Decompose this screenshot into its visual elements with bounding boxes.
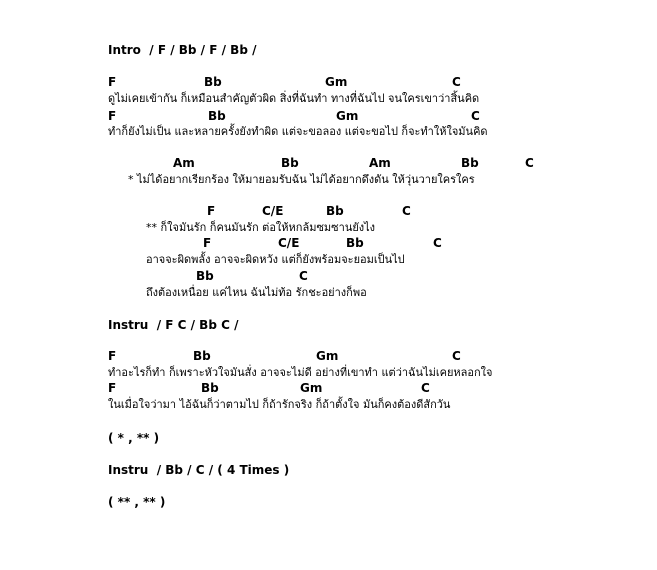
chord: F xyxy=(108,381,117,395)
chord: C xyxy=(525,156,534,170)
chord: Bb xyxy=(196,269,214,283)
chord: C xyxy=(433,236,442,250)
verse2-line1-lyric: ทำอะไรก็ทำ ก็เพราะหัวใจมันสั่ง อาจจะไม่ดี อย่างที่เขาทำ แต่ว่าฉันไม่เคยหลอกใจ xyxy=(108,366,493,379)
verse2-line1-chords xyxy=(0,349,657,363)
chord: Bb xyxy=(201,381,219,395)
instru1-line: Instru / F C / Bb C / xyxy=(108,318,239,332)
chord: Bb xyxy=(193,349,211,363)
chord: C xyxy=(299,269,308,283)
chord: Bb xyxy=(461,156,479,170)
chorus-b-line1-chords xyxy=(0,204,657,218)
intro-line: Intro / F / Bb / F / Bb / xyxy=(108,43,257,57)
chord: F xyxy=(108,349,117,363)
chord: C xyxy=(452,75,461,89)
repeat2-line: ( ** , ** ) xyxy=(108,495,166,509)
chord: C xyxy=(402,204,411,218)
chord: Gm xyxy=(316,349,339,363)
chord: Gm xyxy=(336,109,359,123)
chord: C xyxy=(452,349,461,363)
chord: Am xyxy=(369,156,391,170)
chord: Bb xyxy=(326,204,344,218)
instru2-line: Instru / Bb / C / ( 4 Times ) xyxy=(108,463,290,477)
chord: C/E xyxy=(262,204,284,218)
chord: Gm xyxy=(325,75,348,89)
chord: C xyxy=(471,109,480,123)
chorus-b-line2-chords xyxy=(0,236,657,250)
chord: Bb xyxy=(204,75,222,89)
chord: Am xyxy=(173,156,195,170)
chord: F xyxy=(207,204,216,218)
verse2-line2-chords xyxy=(0,381,657,395)
chorus-b-line2-lyric: อาจจะผิดพลั้ง อาจจะผิดหวัง แต่ก็ยังพร้อมจะยอมเป็นไป xyxy=(146,253,405,266)
chorus-b-line3-chords xyxy=(0,269,657,283)
chord: F xyxy=(108,109,117,123)
chord: F xyxy=(203,236,212,250)
chorus-b-line1-lyric: ** ก็ใจมันรัก ก็คนมันรัก ต่อให้หกล้มซมซานยังไง xyxy=(146,221,376,234)
chord: C xyxy=(421,381,430,395)
chord: Bb xyxy=(346,236,364,250)
chorus-a-lyric: * ไม่ได้อยากเรียกร้อง ให้มายอมรับฉัน ไม่ได้อยากดึงดัน ให้วุ่นวายใครใคร xyxy=(128,173,475,186)
verse1-line2-chords xyxy=(0,109,657,123)
chorus-b-line3-lyric: ถึงต้องเหนื่อย แค่ไหน ฉันไม่ท้อ รักชะอย่างก็พอ xyxy=(146,286,367,299)
chord: Bb xyxy=(281,156,299,170)
chord: F xyxy=(108,75,117,89)
verse1-line1-lyric: ดูไม่เคยเข้ากัน ก็เหมือนสำคัญตัวผิด สิ่งที่ฉันทำ ทางที่ฉันไป จนใครเขาว่าสิ้นคิด xyxy=(108,92,480,105)
chord: C/E xyxy=(278,236,300,250)
verse1-line1-chords xyxy=(0,75,657,89)
chorus-a-chords xyxy=(0,156,657,170)
chord: Bb xyxy=(208,109,226,123)
verse2-line2-lyric: ในเมื่อใจว่ามา ไอ้ฉันก็ว่าตามไป ก็ถ้ารักจริง ก็ถ้าตั้งใจ มันก็คงต้องดีสักวัน xyxy=(108,398,451,411)
verse1-line2-lyric: ทำก็ยังไม่เป็น และหลายครั้งยังทำผิด แต่จะขอลอง แต่จะขอไป ก็จะทำให้ใจมันคิด xyxy=(108,125,488,138)
repeat1-line: ( * , ** ) xyxy=(108,431,160,445)
chord: Gm xyxy=(300,381,323,395)
